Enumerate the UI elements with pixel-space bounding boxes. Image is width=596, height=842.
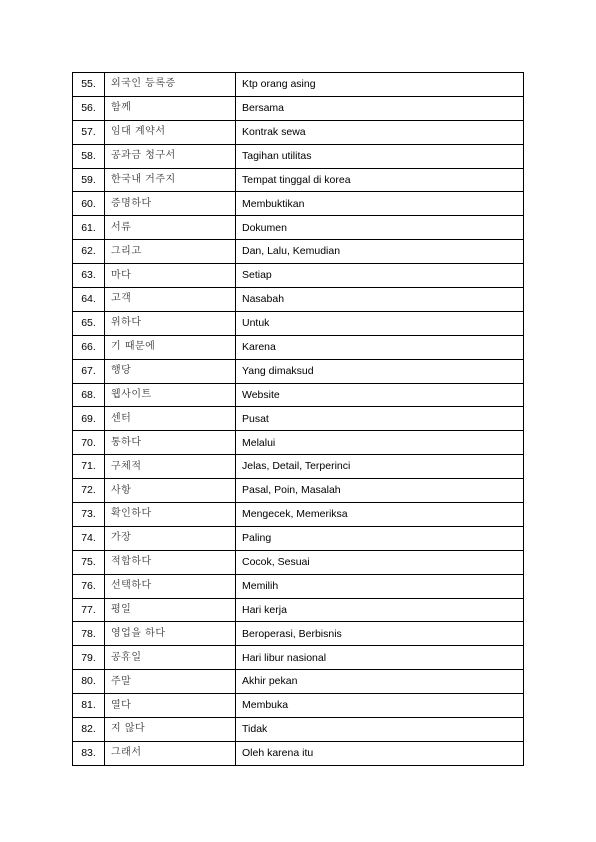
indonesian-translation: Ktp orang asing bbox=[236, 73, 524, 97]
row-number: 72. bbox=[73, 479, 105, 503]
row-number: 77. bbox=[73, 598, 105, 622]
row-number: 63. bbox=[73, 264, 105, 288]
indonesian-translation: Tidak bbox=[236, 718, 524, 742]
row-number: 64. bbox=[73, 288, 105, 312]
korean-word: 지 않다 bbox=[105, 718, 236, 742]
row-number: 62. bbox=[73, 240, 105, 264]
row-number: 56. bbox=[73, 96, 105, 120]
korean-word: 열다 bbox=[105, 694, 236, 718]
row-number: 78. bbox=[73, 622, 105, 646]
korean-word: 선택하다 bbox=[105, 574, 236, 598]
indonesian-translation: Mengecek, Memeriksa bbox=[236, 503, 524, 527]
indonesian-translation: Membuktikan bbox=[236, 192, 524, 216]
table-row bbox=[73, 479, 524, 503]
indonesian-translation: Untuk bbox=[236, 311, 524, 335]
table-row bbox=[73, 240, 524, 264]
row-number: 79. bbox=[73, 646, 105, 670]
row-number: 69. bbox=[73, 407, 105, 431]
row-number: 60. bbox=[73, 192, 105, 216]
korean-word: 증명하다 bbox=[105, 192, 236, 216]
korean-word: 위하다 bbox=[105, 311, 236, 335]
row-number: 71. bbox=[73, 455, 105, 479]
korean-word: 영업을 하다 bbox=[105, 622, 236, 646]
table-row bbox=[73, 288, 524, 312]
indonesian-translation: Membuka bbox=[236, 694, 524, 718]
table-row bbox=[73, 216, 524, 240]
row-number: 68. bbox=[73, 383, 105, 407]
row-number: 73. bbox=[73, 503, 105, 527]
korean-word: 확인하다 bbox=[105, 503, 236, 527]
indonesian-translation: Hari libur nasional bbox=[236, 646, 524, 670]
korean-word: 공휴일 bbox=[105, 646, 236, 670]
table-row bbox=[73, 503, 524, 527]
korean-word: 기 때문에 bbox=[105, 335, 236, 359]
korean-word: 웹사이트 bbox=[105, 383, 236, 407]
row-number: 65. bbox=[73, 311, 105, 335]
indonesian-translation: Tagihan utilitas bbox=[236, 144, 524, 168]
korean-word: 서류 bbox=[105, 216, 236, 240]
row-number: 58. bbox=[73, 144, 105, 168]
korean-word: 적합하다 bbox=[105, 550, 236, 574]
vocabulary-table bbox=[72, 72, 524, 766]
indonesian-translation: Nasabah bbox=[236, 288, 524, 312]
indonesian-translation: Dan, Lalu, Kemudian bbox=[236, 240, 524, 264]
row-number: 57. bbox=[73, 120, 105, 144]
korean-word: 함께 bbox=[105, 96, 236, 120]
table-row bbox=[73, 574, 524, 598]
row-number: 82. bbox=[73, 718, 105, 742]
indonesian-translation: Website bbox=[236, 383, 524, 407]
indonesian-translation: Bersama bbox=[236, 96, 524, 120]
korean-word: 공과금 청구서 bbox=[105, 144, 236, 168]
table-row bbox=[73, 455, 524, 479]
indonesian-translation: Kontrak sewa bbox=[236, 120, 524, 144]
indonesian-translation: Tempat tinggal di korea bbox=[236, 168, 524, 192]
row-number: 61. bbox=[73, 216, 105, 240]
row-number: 67. bbox=[73, 359, 105, 383]
table-row bbox=[73, 741, 524, 765]
korean-word: 마다 bbox=[105, 264, 236, 288]
table-row bbox=[73, 526, 524, 550]
table-row bbox=[73, 670, 524, 694]
table-row bbox=[73, 264, 524, 288]
table-row bbox=[73, 622, 524, 646]
indonesian-translation: Hari kerja bbox=[236, 598, 524, 622]
table-row bbox=[73, 168, 524, 192]
row-number: 81. bbox=[73, 694, 105, 718]
korean-word: 사항 bbox=[105, 479, 236, 503]
korean-word: 평일 bbox=[105, 598, 236, 622]
row-number: 70. bbox=[73, 431, 105, 455]
indonesian-translation: Pusat bbox=[236, 407, 524, 431]
korean-word: 임대 계약서 bbox=[105, 120, 236, 144]
korean-word: 센터 bbox=[105, 407, 236, 431]
row-number: 74. bbox=[73, 526, 105, 550]
table-row bbox=[73, 96, 524, 120]
row-number: 55. bbox=[73, 73, 105, 97]
korean-word: 통하다 bbox=[105, 431, 236, 455]
table-row bbox=[73, 646, 524, 670]
table-row bbox=[73, 694, 524, 718]
table-row bbox=[73, 144, 524, 168]
table-row bbox=[73, 407, 524, 431]
korean-word: 구체적 bbox=[105, 455, 236, 479]
korean-word: 외국인 등록증 bbox=[105, 73, 236, 97]
indonesian-translation: Melalui bbox=[236, 431, 524, 455]
table-row bbox=[73, 120, 524, 144]
row-number: 59. bbox=[73, 168, 105, 192]
row-number: 76. bbox=[73, 574, 105, 598]
row-number: 66. bbox=[73, 335, 105, 359]
row-number: 80. bbox=[73, 670, 105, 694]
table-row bbox=[73, 431, 524, 455]
table-row bbox=[73, 192, 524, 216]
indonesian-translation: Karena bbox=[236, 335, 524, 359]
vocabulary-table-body bbox=[73, 73, 524, 766]
indonesian-translation: Pasal, Poin, Masalah bbox=[236, 479, 524, 503]
indonesian-translation: Oleh karena itu bbox=[236, 741, 524, 765]
korean-word: 행당 bbox=[105, 359, 236, 383]
indonesian-translation: Cocok, Sesuai bbox=[236, 550, 524, 574]
indonesian-translation: Yang dimaksud bbox=[236, 359, 524, 383]
table-row bbox=[73, 383, 524, 407]
korean-word: 그래서 bbox=[105, 741, 236, 765]
table-row bbox=[73, 73, 524, 97]
indonesian-translation: Jelas, Detail, Terperinci bbox=[236, 455, 524, 479]
korean-word: 한국내 거주지 bbox=[105, 168, 236, 192]
korean-word: 가장 bbox=[105, 526, 236, 550]
table-row bbox=[73, 335, 524, 359]
indonesian-translation: Memilih bbox=[236, 574, 524, 598]
korean-word: 주말 bbox=[105, 670, 236, 694]
indonesian-translation: Akhir pekan bbox=[236, 670, 524, 694]
row-number: 75. bbox=[73, 550, 105, 574]
row-number: 83. bbox=[73, 741, 105, 765]
table-row bbox=[73, 598, 524, 622]
table-row bbox=[73, 359, 524, 383]
indonesian-translation: Beroperasi, Berbisnis bbox=[236, 622, 524, 646]
table-row bbox=[73, 311, 524, 335]
table-row bbox=[73, 550, 524, 574]
indonesian-translation: Dokumen bbox=[236, 216, 524, 240]
table-row bbox=[73, 718, 524, 742]
korean-word: 고객 bbox=[105, 288, 236, 312]
korean-word: 그리고 bbox=[105, 240, 236, 264]
indonesian-translation: Setiap bbox=[236, 264, 524, 288]
indonesian-translation: Paling bbox=[236, 526, 524, 550]
